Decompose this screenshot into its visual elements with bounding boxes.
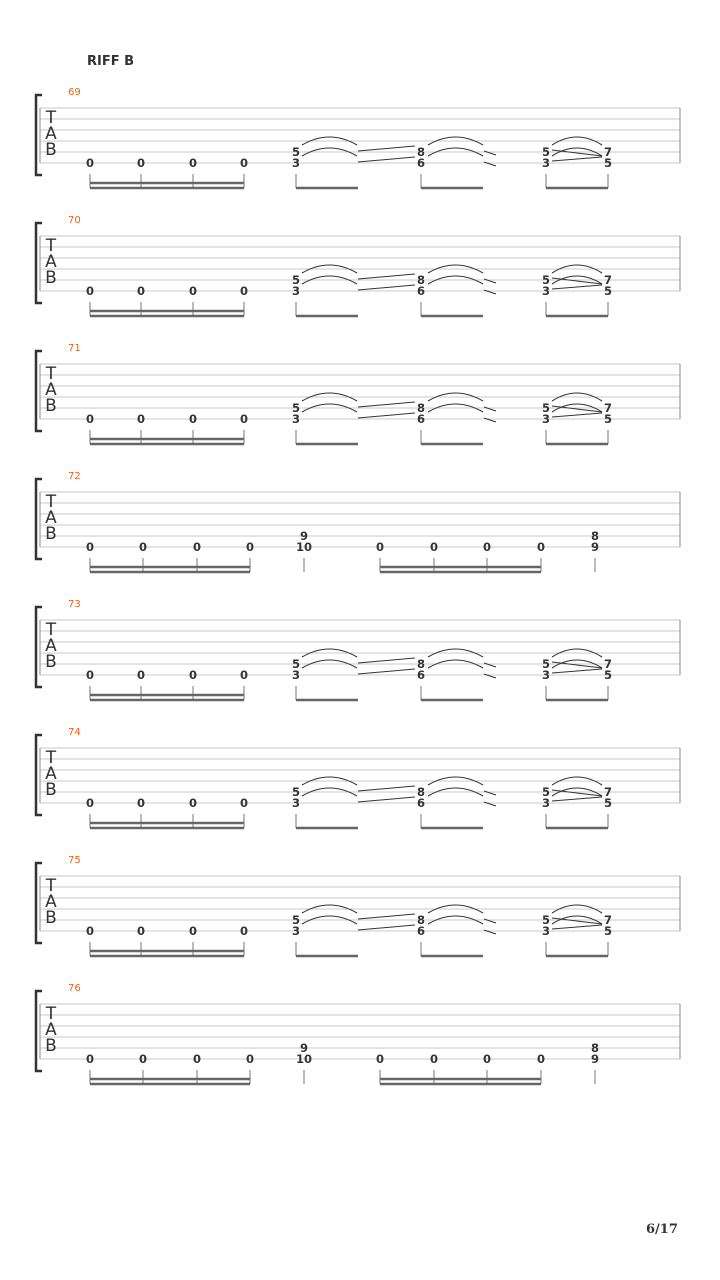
fret-number: 3 — [291, 156, 301, 170]
fret-number: 9 — [590, 540, 600, 554]
fret-number: 0 — [192, 540, 202, 554]
fret-number: 10 — [295, 1052, 313, 1066]
slide-line — [552, 278, 602, 284]
fret-number: 7 — [603, 401, 613, 415]
slide-line — [358, 797, 415, 802]
fret-number: 0 — [85, 284, 95, 298]
fret-number: 8 — [590, 1041, 600, 1055]
slide-line — [358, 669, 415, 674]
tab-system — [36, 215, 680, 316]
page-indicator: 6/17 — [646, 1222, 678, 1237]
fret-number: 0 — [239, 412, 249, 426]
measure-number: 76 — [68, 983, 81, 994]
slide-line — [552, 925, 602, 929]
fret-number: 8 — [416, 273, 426, 287]
tab-clef-letter: B — [45, 652, 57, 672]
slide-line — [552, 669, 602, 673]
tab-system — [36, 983, 680, 1084]
fret-number: 3 — [291, 796, 301, 810]
fret-number: 0 — [136, 284, 146, 298]
fret-number: 3 — [541, 156, 551, 170]
slide-line — [358, 146, 415, 151]
fret-number: 8 — [590, 529, 600, 543]
fret-number: 8 — [416, 145, 426, 159]
slide-line — [358, 658, 415, 663]
tab-clef-letter: A — [45, 124, 57, 144]
fret-number: 5 — [603, 156, 613, 170]
fret-number: 6 — [416, 924, 426, 938]
fret-number: 3 — [291, 924, 301, 938]
fret-number: 3 — [291, 284, 301, 298]
measure-number: 70 — [68, 215, 81, 226]
fret-number: 0 — [85, 156, 95, 170]
fret-number: 5 — [603, 284, 613, 298]
fret-number: 0 — [188, 924, 198, 938]
fret-number: 0 — [85, 540, 95, 554]
fret-number: 3 — [541, 796, 551, 810]
fret-number: 0 — [245, 540, 255, 554]
tab-system — [36, 471, 680, 572]
fret-number: 7 — [603, 657, 613, 671]
fret-number: 0 — [138, 540, 148, 554]
fret-number: 0 — [138, 1052, 148, 1066]
fret-number: 0 — [85, 924, 95, 938]
measure-number: 72 — [68, 471, 81, 482]
slide-line — [552, 662, 602, 668]
tab-clef-letter: T — [45, 492, 57, 512]
fret-number: 3 — [541, 412, 551, 426]
fret-number: 0 — [429, 1052, 439, 1066]
fret-number: 5 — [291, 785, 301, 799]
tab-clef-letter: B — [45, 524, 57, 544]
slide-line — [358, 914, 415, 919]
fret-number: 9 — [299, 1041, 309, 1055]
tab-clef-letter: A — [45, 764, 57, 784]
fret-number: 8 — [416, 401, 426, 415]
tab-system — [36, 599, 680, 700]
measure-number: 73 — [68, 599, 81, 610]
tab-clef-letter: A — [45, 252, 57, 272]
fret-number: 3 — [291, 412, 301, 426]
fret-number: 8 — [416, 785, 426, 799]
fret-number: 6 — [416, 412, 426, 426]
fret-number: 5 — [541, 785, 551, 799]
fret-number: 0 — [188, 284, 198, 298]
fret-number: 5 — [603, 668, 613, 682]
fret-number: 0 — [239, 796, 249, 810]
tab-clef-letter: A — [45, 636, 57, 656]
fret-number: 0 — [536, 540, 546, 554]
fret-number: 5 — [603, 412, 613, 426]
measure-number: 74 — [68, 727, 81, 738]
tab-clef-letter: T — [45, 1004, 57, 1024]
fret-number: 8 — [416, 657, 426, 671]
fret-number: 5 — [291, 913, 301, 927]
fret-number: 0 — [239, 156, 249, 170]
fret-number: 7 — [603, 273, 613, 287]
fret-number: 9 — [590, 1052, 600, 1066]
fret-number: 6 — [416, 668, 426, 682]
fret-number: 0 — [245, 1052, 255, 1066]
measure-number: 69 — [68, 87, 81, 98]
tab-clef-letter: A — [45, 892, 57, 912]
measure-number: 75 — [68, 855, 81, 866]
fret-number: 3 — [541, 668, 551, 682]
fret-number: 0 — [429, 540, 439, 554]
fret-number: 0 — [136, 668, 146, 682]
fret-number: 0 — [188, 412, 198, 426]
fret-number: 6 — [416, 796, 426, 810]
slide-line — [358, 285, 415, 290]
fret-number: 5 — [291, 657, 301, 671]
fret-number: 0 — [136, 796, 146, 810]
slide-line — [552, 413, 602, 417]
fret-number: 7 — [603, 145, 613, 159]
fret-number: 0 — [239, 668, 249, 682]
slide-line — [358, 413, 415, 418]
fret-number: 0 — [482, 540, 492, 554]
fret-number: 6 — [416, 284, 426, 298]
fret-number: 0 — [85, 796, 95, 810]
fret-number: 5 — [541, 401, 551, 415]
tab-clef-letter: B — [45, 396, 57, 416]
fret-number: 9 — [299, 529, 309, 543]
measure-number: 71 — [68, 343, 81, 354]
fret-number: 0 — [536, 1052, 546, 1066]
fret-number: 0 — [136, 156, 146, 170]
slide-line — [552, 150, 602, 156]
fret-number: 5 — [541, 273, 551, 287]
fret-number: 5 — [291, 145, 301, 159]
tab-clef-letter: B — [45, 140, 57, 160]
fret-number: 7 — [603, 785, 613, 799]
fret-number: 0 — [188, 668, 198, 682]
slide-line — [358, 274, 415, 279]
riff-title: RIFF B — [87, 54, 135, 69]
slide-line — [552, 157, 602, 161]
fret-number: 5 — [541, 913, 551, 927]
tab-clef-letter: T — [45, 236, 57, 256]
fret-number: 8 — [416, 913, 426, 927]
tab-clef-letter: A — [45, 380, 57, 400]
fret-number: 0 — [482, 1052, 492, 1066]
slide-line — [552, 790, 602, 796]
slide-line — [552, 285, 602, 289]
fret-number: 5 — [541, 145, 551, 159]
fret-number: 0 — [136, 412, 146, 426]
tab-clef-letter: B — [45, 908, 57, 928]
fret-number: 0 — [85, 412, 95, 426]
fret-number: 3 — [541, 284, 551, 298]
tab-clef-letter: T — [45, 108, 57, 128]
fret-number: 5 — [603, 924, 613, 938]
tab-clef-letter: B — [45, 780, 57, 800]
slide-line — [552, 797, 602, 801]
tab-system — [36, 855, 680, 956]
fret-number: 5 — [291, 401, 301, 415]
slide-line — [358, 402, 415, 407]
tab-clef-letter: T — [45, 364, 57, 384]
fret-number: 0 — [375, 540, 385, 554]
fret-number: 0 — [188, 156, 198, 170]
tab-clef-letter: B — [45, 268, 57, 288]
fret-number: 0 — [85, 1052, 95, 1066]
fret-number: 5 — [603, 796, 613, 810]
fret-number: 0 — [239, 924, 249, 938]
tab-clef-letter: A — [45, 1020, 57, 1040]
fret-number: 6 — [416, 156, 426, 170]
tab-clef-letter: A — [45, 508, 57, 528]
fret-number: 3 — [541, 924, 551, 938]
fret-number: 0 — [192, 1052, 202, 1066]
fret-number: 7 — [603, 913, 613, 927]
fret-number: 3 — [291, 668, 301, 682]
slide-line — [358, 925, 415, 930]
fret-number: 10 — [295, 540, 313, 554]
tab-clef-letter: T — [45, 748, 57, 768]
tab-clef-letter: B — [45, 1036, 57, 1056]
tab-system — [36, 87, 680, 188]
fret-number: 5 — [291, 273, 301, 287]
fret-number: 0 — [136, 924, 146, 938]
tab-clef-letter: T — [45, 620, 57, 640]
fret-number: 0 — [239, 284, 249, 298]
slide-line — [552, 406, 602, 412]
slide-line — [358, 157, 415, 162]
tab-system — [36, 727, 680, 828]
fret-number: 0 — [375, 1052, 385, 1066]
tab-clef-letter: T — [45, 876, 57, 896]
fret-number: 0 — [188, 796, 198, 810]
slide-line — [552, 918, 602, 924]
fret-number: 5 — [541, 657, 551, 671]
fret-number: 0 — [85, 668, 95, 682]
tab-system — [36, 343, 680, 444]
slide-line — [358, 786, 415, 791]
